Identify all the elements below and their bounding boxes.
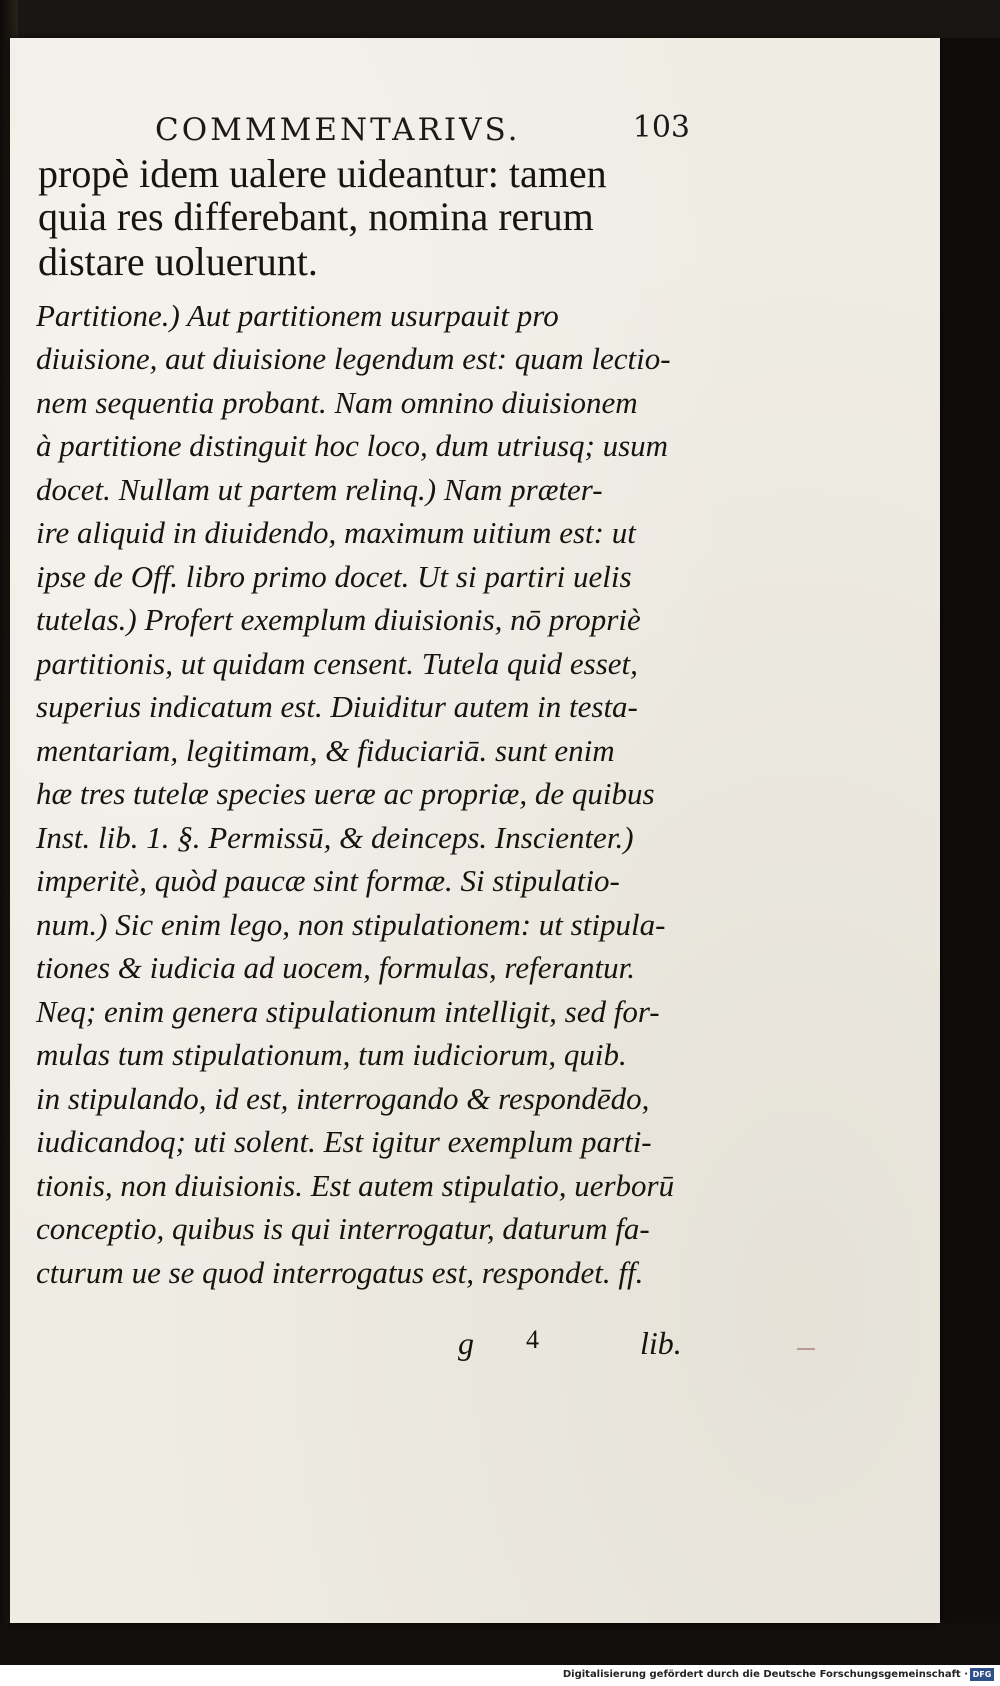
commentary-line: in stipulando, id est, interrogando & respondēdo, — [36, 1081, 650, 1116]
signature-number: 4 — [526, 1325, 539, 1354]
commentary-line: Neq; enim genera stipulationum intelligit, sed for- — [36, 994, 660, 1029]
commentary-line: ipse de Off. libro primo docet. Ut si partiri uelis — [36, 559, 632, 594]
commentary-line: docet. Nullam ut partem relinq.) Nam præter- — [36, 472, 603, 507]
commentary-line: mulas tum stipulationum, tum iudiciorum, quib. — [36, 1037, 627, 1072]
commentary-line: num.) Sic enim lego, non stipulationem: ut stipula- — [36, 907, 666, 942]
catchword: lib. — [640, 1325, 682, 1361]
page-number: 103 — [632, 110, 690, 145]
commentary-line: à partitione distinguit hoc loco, dum utriusq; usum — [36, 428, 669, 463]
commentary-line: superius indicatum est. Diuiditur autem in testa- — [36, 689, 638, 724]
commentary-line: mentariam, legitimam, & fiduciariā. sunt enim — [36, 733, 615, 768]
signature-mark: g — [458, 1325, 474, 1361]
commentary-line: Partitione.) Aut partitionem usurpauit pro — [36, 298, 559, 333]
commentary-line: tiones & iudicia ad uocem, formulas, referantur. — [36, 950, 636, 985]
commentary-line: ire aliquid in diuidendo, maximum uitium est: ut — [36, 515, 636, 550]
commentary-line: tionis, non diuisionis. Est autem stipulatio, uerborū — [36, 1168, 675, 1203]
commentary-line: nem sequentia probant. Nam omnino diuisionem — [36, 385, 638, 420]
commentary-line: iudicandoq; uti solent. Est igitur exemplum parti- — [36, 1124, 652, 1159]
commentary-line: Inst. lib. 1. §. Permissū, & deinceps. Inscienter.) — [36, 820, 634, 855]
commentary-line: cturum ue se quod interrogatus est, respondet. ff. — [36, 1255, 644, 1290]
commentary-line: partitionis, ut quidam censent. Tutela quid esset, — [36, 646, 638, 681]
scan-right-background — [940, 38, 1000, 1638]
commentary-line: conceptio, quibus is qui interrogatur, daturum fa- — [36, 1211, 650, 1246]
scan-bottom-background — [0, 1623, 1000, 1665]
body-line: distare uoluerunt. — [38, 239, 318, 284]
commentary-line: diuisione, aut diuisione legendum est: quam lectio- — [36, 341, 671, 376]
body-line: propè idem ualere uideantur: tamen — [38, 151, 607, 196]
body-line: quia res differebant, nomina rerum — [38, 194, 594, 239]
pencil-mark — [797, 1348, 815, 1350]
dfg-logo-icon: DFG — [970, 1668, 994, 1681]
running-head: COMMMENTARIVS. — [155, 112, 521, 148]
commentary-line: imperitè, quòd paucæ sint formæ. Si stipulatio- — [36, 863, 620, 898]
funding-notice: Digitalisierung gefördert durch die Deutsche Forschungsgemeinschaft · — [562, 1669, 968, 1680]
commentary-line: hæ tres tutelæ species ueræ ac propriæ, de quibus — [36, 776, 655, 811]
commentary-line: tutelas.) Profert exemplum diuisionis, nō propriè — [36, 602, 641, 637]
